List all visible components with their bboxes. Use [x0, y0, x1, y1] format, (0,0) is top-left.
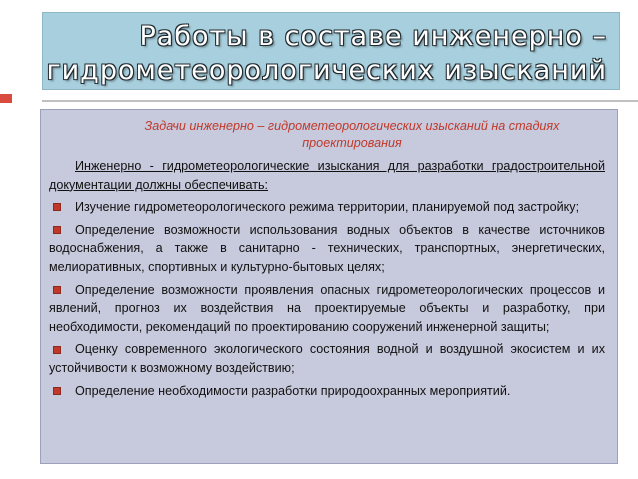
list-item — [49, 382, 605, 401]
list-item-text: Определение необходимости разработки природоохранных мероприятий. — [75, 383, 511, 398]
list-item — [49, 340, 605, 377]
list-item — [49, 198, 605, 217]
list-item-text: Оценку современного экологического состояния водной и воздушной экосистем и их устойчивости к возможному воздействию; — [49, 342, 605, 375]
list-item-text: Изучение гидрометеорологического режима территории, планируемой под застройку; — [75, 200, 580, 215]
title-box — [42, 12, 620, 90]
square-bullet-icon — [53, 387, 61, 395]
section-subtitle: Задачи инженерно – гидрометеорологических изысканий на стадиях проектирования — [144, 119, 560, 150]
title-line-2: гидрометеорологических изысканий — [46, 55, 607, 86]
list-item-text: Определение возможности использования водных объектов в качестве источников водоснабжения, а также в санитарно - технических, транспортных, энергетических, мелиоративных, спортивных и культурно-бытовых целях; — [49, 222, 605, 274]
title-line-1: Работы в составе инженерно – — [139, 21, 607, 52]
square-bullet-icon — [53, 226, 61, 234]
square-bullet-icon — [53, 203, 61, 211]
list-item — [49, 221, 605, 277]
accent-bar — [0, 94, 12, 103]
intro-text: Инженерно - гидрометеорологические изыскания для разработки градостроительной документации должны обеспечивать: — [49, 159, 605, 192]
list-item-text: Определение возможности проявления опасных гидрометеорологических процессов и явлений, прогноз их воздействия на проектируемые объекты и разработку, при необходимости, рекомендаций по проектированию сооружений инженерной защиты; — [49, 282, 605, 334]
square-bullet-icon — [53, 286, 61, 294]
list-item — [49, 281, 605, 337]
square-bullet-icon — [53, 346, 61, 354]
content-box — [40, 109, 618, 464]
divider-line — [42, 100, 638, 102]
intro-paragraph — [49, 157, 605, 194]
